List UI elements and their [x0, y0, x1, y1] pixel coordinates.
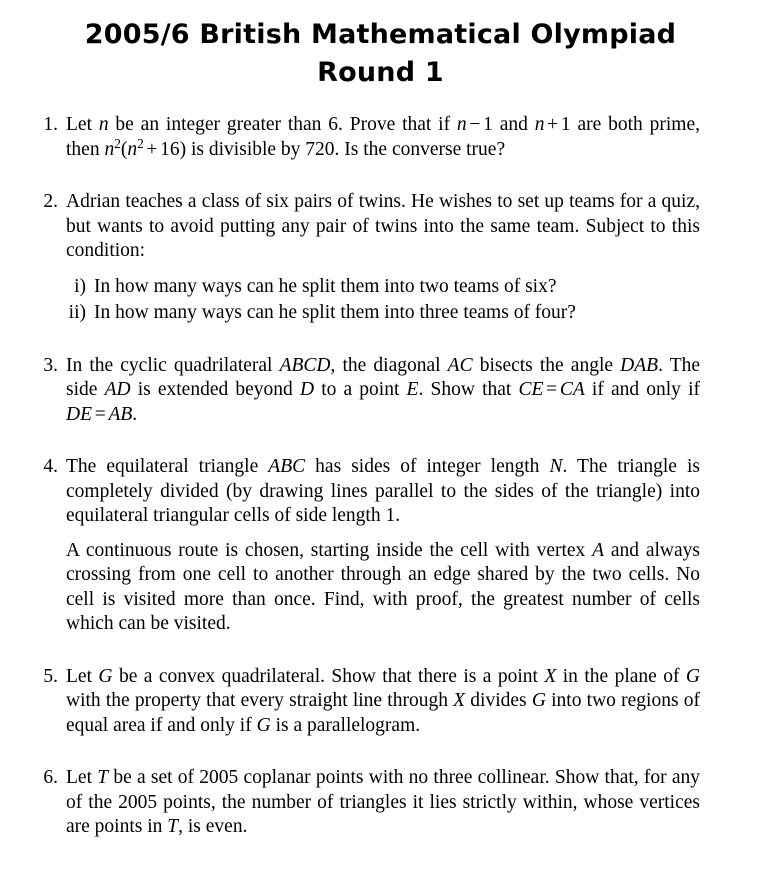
subitem-text-ii: In how many ways can he split them into three teams of four? — [94, 302, 576, 323]
problem-item-5 — [38, 665, 700, 739]
problem-text-4-part-2: A continuous route is chosen, starting inside the cell with vertex A and always crossing from one cell to another through an edge shared by the two cells. No cell is visited more than once. Find, with proof, the greatest number of cells which can be visited. — [66, 539, 701, 634]
subitem-label-ii: ii) — [68, 302, 86, 323]
problem-item-1 — [38, 113, 700, 162]
problem-number-1: 1. — [43, 114, 58, 135]
subitem-i — [66, 275, 700, 300]
problem-text-1: Let n be an integer greater than 6. Prove that if n − 1 and n + 1 are both prime, then $n^2(n^2 + 16)$ is divisible by 720. Is the converse true? — [66, 114, 700, 160]
problem-text-2: Adrian teaches a class of six pairs of twins. He wishes to set up teams for a quiz, but wants to avoid putting any pair of twins into the same team. Subject to this condition: — [66, 191, 700, 261]
problem-text-6: Let T be a set of 2005 coplanar points with no three collinear. Show that, for any of the 2005 points, the number of triangles it lies strictly within, whose vertices are points in T, is even. — [66, 767, 701, 837]
problem-text-5: Let G be a convex quadrilateral. Show that there is a point X in the plane of G with the property that every straight line through X divides G into two regions of equal area if and only if G is a parallelogram. — [66, 665, 701, 736]
subitem-label-i: i) — [74, 275, 86, 297]
problem-item-3 — [38, 354, 700, 428]
problem-text-4: The equilateral triangle ABC has sides of integer length N. The triangle is completely divided (by drawing lines parallel to the sides of the triangle) into equilateral triangular cells of side length 1. — [66, 456, 700, 526]
problem-list — [0, 113, 761, 840]
subitem-text-i: In how many ways can he split them into two teams of six? — [94, 275, 557, 297]
problem-item-4 — [38, 455, 700, 637]
document-title-block — [0, 0, 761, 92]
page-subtitle: Round 1 — [317, 57, 444, 88]
problem-item-2 — [38, 190, 700, 326]
problem-number-5: 5. — [43, 665, 58, 687]
problem-number-3: 3. — [43, 354, 58, 376]
problem-2-subitems — [66, 275, 700, 326]
problem-item-6 — [38, 766, 700, 840]
subitem-ii — [66, 301, 700, 326]
problem-text-3: In the cyclic quadrilateral ABCD, the diagonal AC bisects the angle DAB. The side AD is extended beyond D to a point E. Show that CE = CA if and only if DE = AB. — [66, 354, 701, 425]
problem-number-2: 2. — [43, 191, 58, 212]
problem-number-4: 4. — [43, 456, 58, 477]
page-title: 2005/6 British Mathematical Olympiad — [84, 19, 677, 50]
problem-number-6: 6. — [43, 767, 58, 788]
